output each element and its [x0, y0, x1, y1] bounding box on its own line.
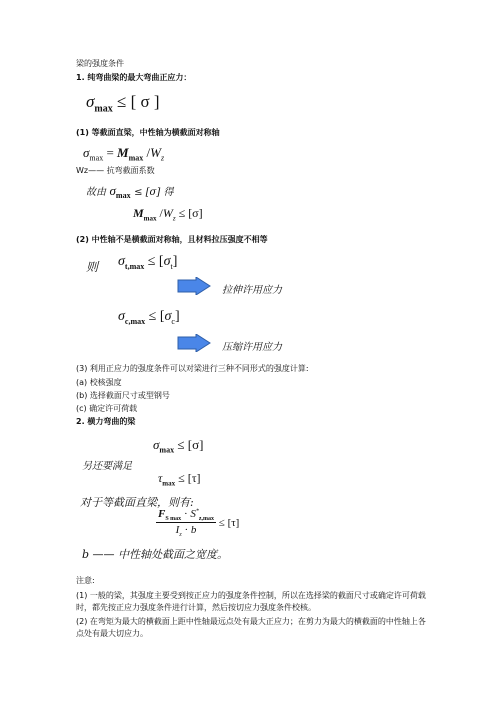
- handwritten-equal-section: 对于等截面直梁，则有:: [80, 496, 194, 509]
- note-title: 注意:: [76, 576, 95, 585]
- item-b: (b) 选择截面尺寸或型钢号: [76, 391, 170, 400]
- handwritten-then: 则: [86, 260, 99, 274]
- formula-sigma-max: $\sigma_{max} = M_{max}$ $/W_z$: [83, 145, 165, 163]
- page-title: 梁的强度条件: [76, 59, 124, 68]
- formula-tension: $\sigma_{t,max} \le [\sigma_t]$: [118, 254, 178, 271]
- formula-moment-condition: $M_{max}$ $/W_z \le [\sigma]$: [133, 206, 203, 223]
- section-2-heading: 2. 横力弯曲的梁: [76, 417, 136, 426]
- paragraph-1: (1) 等截面直梁，中性轴为横截面对称轴: [76, 128, 220, 137]
- note-2: (2) 在弯矩为最大的横截面上距中性轴最远点处有最大正应力；在剪力为最大的横截面的中性轴上各点处有最大切应力。: [76, 617, 426, 638]
- handwritten-b-definition: b —— 中性轴处截面之宽度。: [82, 548, 229, 561]
- formula-compression: $\sigma_{c,max} \le [\sigma_c]$: [118, 309, 180, 326]
- formula-shear-fraction: $F_{S max} \cdot S^*_{z,max}$ $I_z \cdot b$ ≤ [τ]: [158, 508, 240, 539]
- handwritten-also-satisfy: 另还要满足: [82, 461, 132, 472]
- formula-max-stress: $\sigma_{max}$ ≤ [ σ ]: [86, 92, 160, 115]
- arrow-right-icon: [176, 277, 212, 295]
- item-c: (c) 确定许可荷载: [76, 404, 138, 413]
- handwritten-therefore: 故由 $\sigma_{max} \le [\sigma]$ 得: [86, 183, 174, 201]
- paragraph-3: (3) 利用正应力的强度条件可以对梁进行三种不同形式的强度计算:: [76, 364, 309, 373]
- note-1: (1) 一般的梁，其强度主要受到按正应力的强度条件控制，所以在选择梁的截面尺寸或确定许可荷载时，都先按正应力强度条件进行计算，然后按切应力强度条件校核。: [76, 591, 426, 612]
- section-1-heading: 1. 纯弯曲梁的最大弯曲正应力：: [76, 73, 192, 82]
- formula-shear-stress: $\tau_{max} \le [\tau]$: [158, 471, 201, 488]
- item-a: (a) 校核强度: [76, 378, 122, 387]
- label-compression-allowable: 压缩许用应力: [222, 342, 282, 353]
- label-tension-allowable: 拉伸许用应力: [222, 285, 282, 296]
- formula-normal-stress: $\sigma_{max} \le [\sigma]$: [153, 437, 204, 455]
- paragraph-2: (2) 中性轴不是横截面对称轴，且材料拉压强度不相等: [76, 235, 268, 244]
- arrow-right-icon: [176, 334, 212, 352]
- wz-note: Wz—— 抗弯截面系数: [76, 166, 155, 175]
